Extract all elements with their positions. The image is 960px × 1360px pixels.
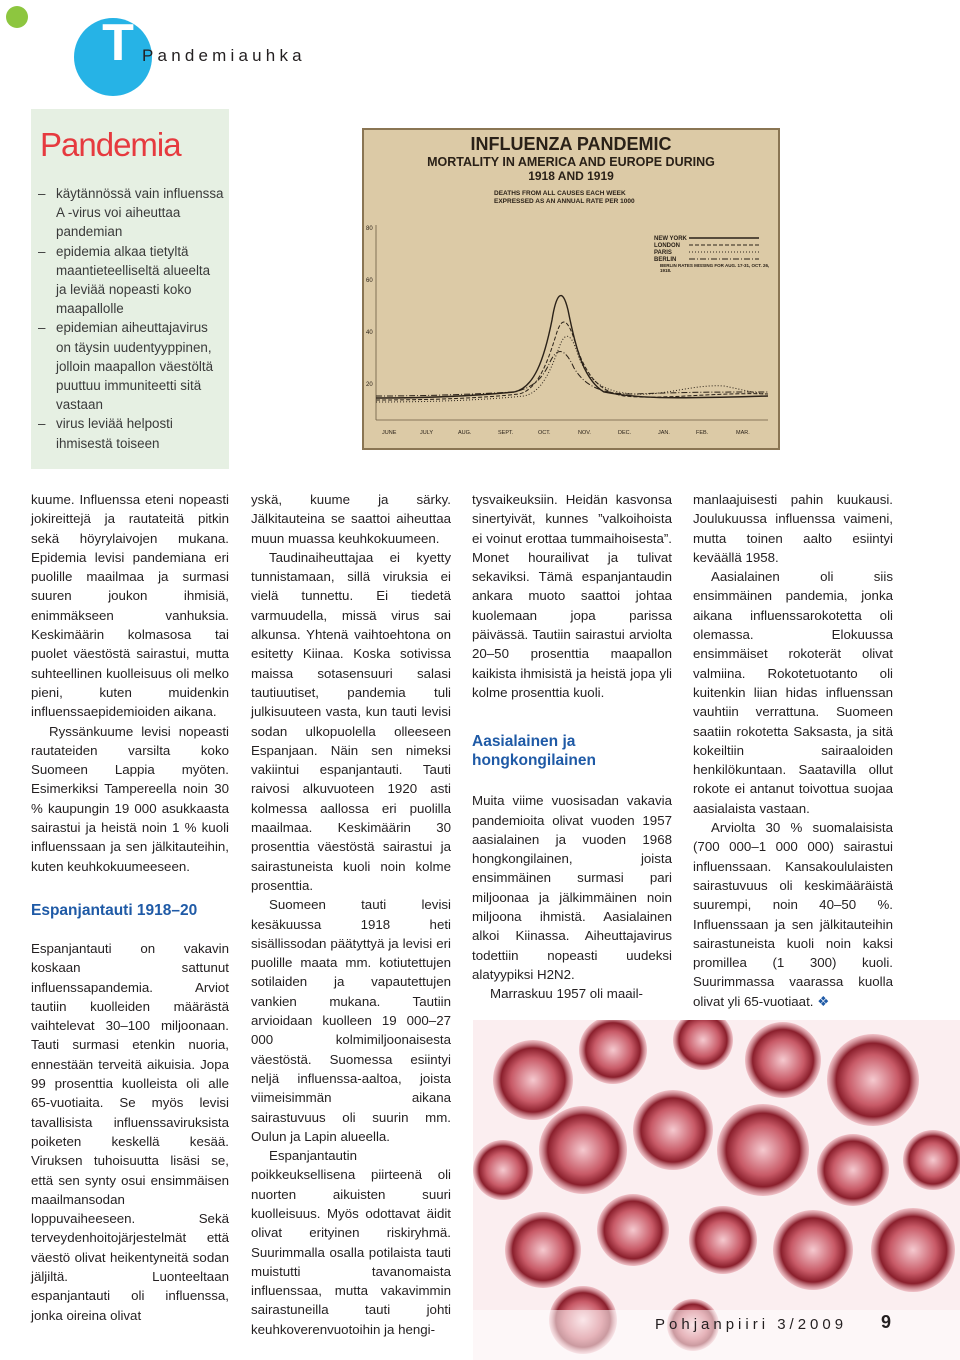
x-tick: JUNE xyxy=(382,430,397,436)
legend-note: BERLIN RATES MISSING FOR AUG. 17-31, OCT. 26, 1918. xyxy=(660,263,770,273)
sidebar-list xyxy=(38,184,224,453)
article-column-2 xyxy=(251,490,451,1339)
paragraph: Suomeen tauti levisi kesäkuussa 1918 heti sisällissodan päätyttyä ja levisi eri puolille maata mm. kotiutettujen sotilaiden ja vapautettujen vankien mukana. Tautiin arvioidaan kuolleen 19 000–27 000 kolmimiljoonaisesta väestöstä. Suomessa esiintyi neljä influenssa-aaltoa, joista viimeisimmän aikana sairastuvuus oli suurin mm. Oulun ja Lapin alueella. xyxy=(251,897,451,1144)
section-letter: T xyxy=(102,14,134,72)
historical-chart-image xyxy=(362,128,780,450)
y-tick: 80 xyxy=(366,226,373,232)
sidebar-title: Pandemia xyxy=(40,126,181,163)
paragraph: Muita viime vuosisadan vakavia pandemioita olivat vuoden 1957 aasialainen ja vuoden 1968 hongkongilainen, joista ensimmäinen surmasi pari miljoonaa ja jälkimmäinen noin miljoona ihmistä. Aasialainen alkoi Kiinassa. Aiheuttajavirus todettiin nopeasti uudeksi alatyypiksi H2N2. xyxy=(472,793,672,982)
legend-newyork: NEW YORK xyxy=(654,236,687,242)
x-tick: DEC. xyxy=(618,430,632,436)
article-column-1 xyxy=(31,490,229,1325)
paragraph: tysvaikeuksiin. Heidän kasvonsa sinertyivät, kunnes ”valkoihoista ei voinut erottaa tummaihoisesta”. Monet hourailivat ja tulivat sekaviksi. Tämä espanjantaudin ankara muoto saattoi johtaa kuolemaan jopa parissa päivässä. Tautiin sairastui arviolta 20–50 prosenttia maapallon kaikista ihmisistä ja heistä jopa yli kolme prosenttia kuoli. xyxy=(472,492,672,700)
article-column-3 xyxy=(472,490,672,1004)
paragraph: kuume. Influenssa eteni nopeasti jokireittejä ja rautateitä pitkin sekä höyrylaivojen mukana. Epidemia levisi pandemiana eri puolille maailmaa ja surmasi suuren joukon ihmisiä, enimmäkseen vanhuksia. Keskimäärin kolmasosa tai puolet väestöstä sairastui, mutta suhteellinen kuolleisuus oli melko pieni, kuten muidenkin influenssaepidemioiden aikana. xyxy=(31,492,229,720)
chart-title-3: 1918 AND 1919 xyxy=(528,169,614,183)
x-tick: SEPT. xyxy=(498,430,514,436)
y-tick: 40 xyxy=(366,330,373,336)
sidebar-item: – epidemian aiheuttajavirus on täysin uudentyyppinen, jolloin maapallon väestöltä puuttuu immuniteetti sitä vastaan xyxy=(38,320,214,413)
subheading: Espanjantauti 1918–20 xyxy=(31,901,198,919)
x-tick: JULY xyxy=(420,430,434,436)
virus-micrograph-image xyxy=(473,1020,960,1360)
legend-paris: PARIS xyxy=(654,250,672,256)
legend-london: LONDON xyxy=(654,243,680,249)
paragraph: yskä, kuume ja särky. Jälkitauteina se saattoi aiheuttaa muun muassa keuhkokuumeen. xyxy=(251,492,451,546)
sidebar-item: – käytännössä vain influenssa A -virus voi aiheuttaa pandemian xyxy=(38,186,224,240)
y-tick: 20 xyxy=(366,382,373,388)
chart-title-2: MORTALITY IN AMERICA AND EUROPE DURING xyxy=(427,155,715,169)
x-tick: AUG. xyxy=(458,430,472,436)
magazine-footer: Pohjanpiiri 3/2009 xyxy=(655,1316,848,1333)
x-tick: FEB. xyxy=(696,430,709,436)
chart-subtitle: DEATHS FROM ALL CAUSES EACH WEEK EXPRESSED AS AN ANNUAL RATE PER 1000 xyxy=(494,190,635,205)
paragraph: Ryssänkuume levisi nopeasti rautateiden varsilta koko Suomeen Lappia myöten. Esimerkiksi Tampereella noin 30 % kaupungin 19 000 asukkaasta sairastui ja heistä noin 1 % kuoli influenssaan ja sen jälkitauteihin, kuten keuhkokuumeeseen. xyxy=(31,723,229,874)
paragraph: Taudinaiheuttajaa ei kyetty tunnistamaan, sillä viruksia ei vielä tunnettu. Ei tiedetä varmuudella, missä virus sai alkunsa. Yhtenä vaihtoehtona on esitetty Kiinaa. Koska sotivissa maissa sotasensuuri salasi tautiuutiset, pandemia tuli julkisuuteen vasta, kun tauti levisi sodan ulkopuolella olleeseen Espanjaan. Näin sen nimeksi vakiintui espanjantauti. Tauti raivosi alkuvuoteen 1920 asti kolmessa aallossa eri puolilla maailmaa. Keskimäärin 30 prosenttia väestöstä sairastui ja sairastuneista kuoli noin kolme prosenttia. xyxy=(251,549,451,893)
page-number: 9 xyxy=(881,1312,892,1332)
x-tick: JAN. xyxy=(658,430,670,436)
sidebar-item: – virus leviää helposti ihmisestä toiseen xyxy=(38,416,173,451)
x-tick: OCT. xyxy=(538,430,551,436)
sidebar-item: – epidemia alkaa tietyltä maantieteelliseltä alueelta ja leviää nopeasti koko maapallolle xyxy=(38,243,211,317)
article-column-4 xyxy=(693,490,893,1011)
green-dot-decoration xyxy=(6,6,28,28)
chart-title-1: INFLUENZA PANDEMIC xyxy=(470,134,672,154)
x-tick: NOV. xyxy=(578,430,591,436)
paragraph: manlaajuisesti pahin kuukausi. Joulukuussa influenssa vaimeni, mutta toinen aalto esiintyi keväällä 1958. xyxy=(693,492,893,565)
x-tick: MAR. xyxy=(736,430,750,436)
legend-berlin: BERLIN xyxy=(654,257,677,263)
paragraph: Arviolta 30 % suomalaisista (700 000–1 000 000) sairastui influenssaan. Kansakoululaisten sairastuvuus oli keskimääräistä suurempi, noin 40–50 %. Influenssaan ja sen jälkitauteihin sairastuneista kuoli noin kaksi promillea (1 300) kuoli. Suurimmassa vaarassa kuolla olivat yli 65-vuotiaat. ❖ xyxy=(693,820,893,1009)
paragraph: Espanjantauti on vakavin koskaan sattunut influenssapandemia. Arviot tautiin kuolleiden määrästä vaihtelevat 30–100 miljoonaan. Tauti surmasi etenkin nuoria, ennestään terveitä aikuisia. Jopa 99 prosenttia kuolleista oli alle 65-vuotiaita. Se myös levisi tavallisista influenssaviruksista poiketen keskellä kesää. Viruksen tuhoisuutta lisäsi se, että sen synty osui ensimmäisen maailmansodan loppuvaiheeseen. Sekä terveydenhoitojärjestelmät että väestö olivat heikentyneitä sodan jäljiltä. Luonteeltaan espanjantauti oli influenssa, jonka oireina olivat xyxy=(31,940,229,1323)
y-tick: 60 xyxy=(366,278,373,284)
subheading: Aasialainen ja hongkongilainen xyxy=(472,733,596,770)
paragraph: Espanjantautin poikkeuksellisena piirteenä oli nuorten aikuisten suuri kuolleisuus. Myös odottavat äidit olivat erityinen riskiryhmä. Suurimmalla osalla potilaista tauti muistutti tavanomaista influenssaa, mutta vakavimmin sairastuneilla tauti johti keuhkoverenvuotoihin ja hengi- xyxy=(251,1148,451,1337)
end-mark-icon: ❖ xyxy=(817,993,830,1009)
paragraph: Marraskuu 1957 oli maail- xyxy=(490,986,643,1002)
paragraph: Aasialainen oli siis ensimmäinen pandemia, jonka aikana influenssarokotetta oli olemassa. Elokuussa ensimmäiset rokoterät olivat valmiina. Rokotetuotanto oli kuitenkin liian hidas influenssan vauhtiin verrattuna. Suomeen saatiin rokotetta Saksasta, ja sitä kokeiltiin sairaaloiden henkilökuntaan. Saatavilla ollut rokote ei antanut toivottua suojaa aasialaista vastaan. xyxy=(693,569,893,816)
section-title: Pandemiauhka xyxy=(142,46,306,65)
